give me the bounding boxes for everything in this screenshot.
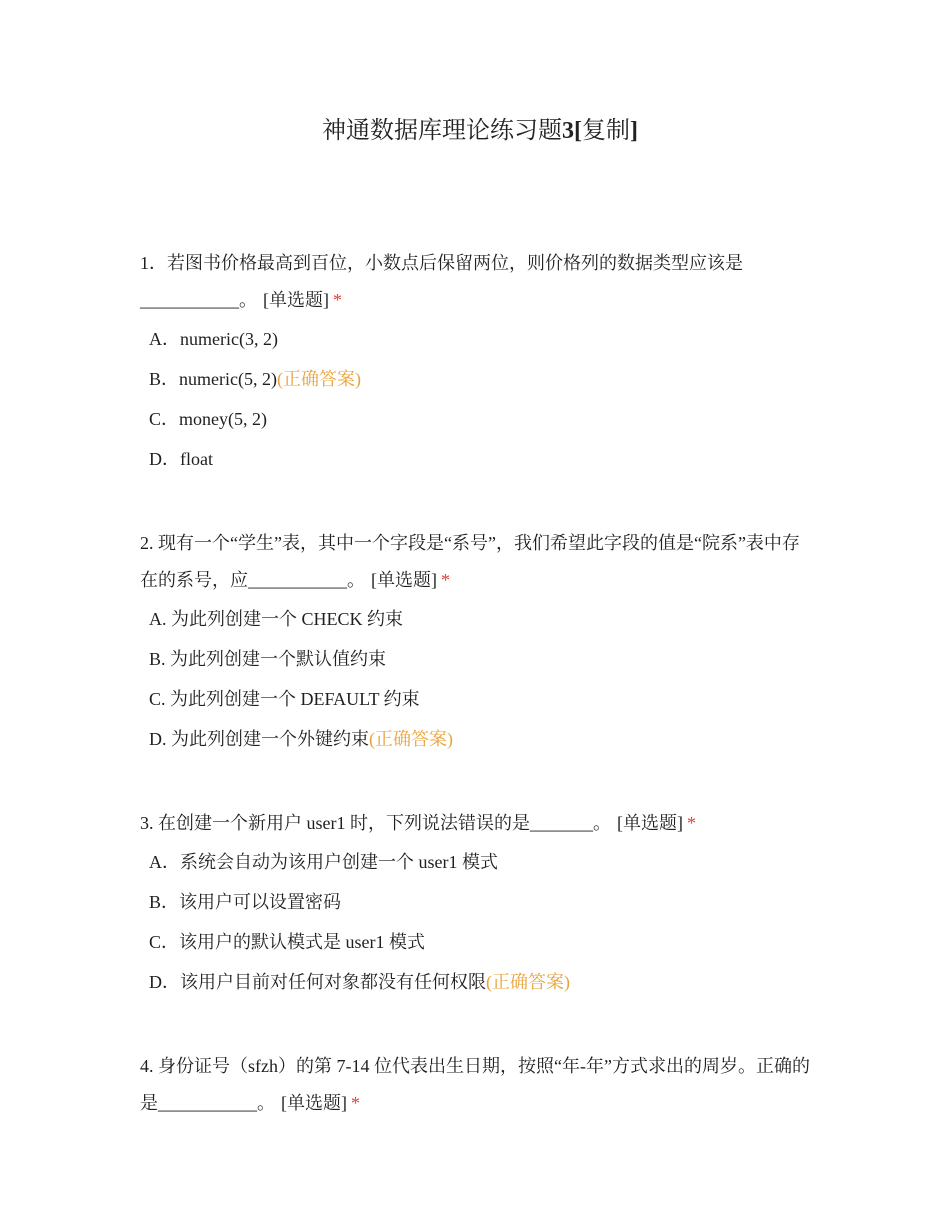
option-text: B．numeric(5, 2)	[149, 369, 277, 389]
question-type-tag: [单选题]	[281, 1093, 347, 1113]
question-type-tag: [单选题]	[263, 290, 329, 310]
option-b	[149, 891, 810, 931]
option-a	[149, 608, 810, 648]
option-list	[140, 328, 810, 488]
option-text: B．该用户可以设置密码	[149, 892, 342, 912]
stem-text: 1．若图书价格最高到百位，小数点后保留两位，则价格列的数据类型应该是___________。	[140, 253, 743, 310]
option-a	[149, 851, 810, 891]
option-text: A．系统会自动为该用户创建一个 user1 模式	[149, 852, 498, 872]
question-stem	[140, 1048, 810, 1122]
option-text: D．该用户目前对任何对象都没有任何权限	[149, 972, 486, 992]
option-d	[149, 971, 810, 1011]
stem-text: 4. 身份证号（sfzh）的第 7-14 位代表出生日期，按照“年-年”方式求出的周岁。正确的是___________。	[140, 1056, 810, 1113]
stem-text: 2. 现有一个“学生”表，其中一个字段是“系号”，我们希望此字段的值是“院系”表中存在的系号，应___________。	[140, 533, 800, 590]
option-list	[140, 608, 810, 768]
question-2	[140, 525, 810, 768]
option-text: C．money(5, 2)	[149, 409, 267, 429]
option-text: C．该用户的默认模式是 user1 模式	[149, 932, 425, 952]
question-stem	[140, 805, 810, 842]
question-4	[140, 1048, 810, 1122]
option-c	[149, 931, 810, 971]
correct-answer-mark: (正确答案)	[486, 972, 570, 992]
option-b	[149, 648, 810, 688]
option-b	[149, 368, 810, 408]
stem-text: 3. 在创建一个新用户 user1 时，下列说法错误的是_______。	[140, 813, 611, 833]
title-number: 3[	[562, 118, 582, 144]
required-marker: *	[441, 570, 450, 590]
option-text: D. 为此列创建一个外键约束	[149, 729, 369, 749]
option-text: C. 为此列创建一个 DEFAULT 约束	[149, 689, 420, 709]
question-3	[140, 805, 810, 1011]
title-bracket: ]	[630, 118, 638, 144]
question-type-tag: [单选题]	[617, 813, 683, 833]
option-list	[140, 851, 810, 1011]
question-1	[140, 245, 810, 488]
option-c	[149, 688, 810, 728]
document-title	[0, 110, 950, 145]
required-marker: *	[687, 813, 696, 833]
option-a	[149, 328, 810, 368]
option-d	[149, 448, 810, 488]
correct-answer-mark: (正确答案)	[369, 729, 453, 749]
required-marker: *	[351, 1093, 360, 1113]
option-text: D．float	[149, 449, 213, 469]
title-copy-label: 复制	[582, 118, 630, 144]
option-d	[149, 728, 810, 768]
option-text: A．numeric(3, 2)	[149, 329, 278, 349]
required-marker: *	[333, 290, 342, 310]
title-text: 神通数据库理论练习题	[322, 118, 562, 144]
question-stem	[140, 525, 810, 599]
question-type-tag: [单选题]	[371, 570, 437, 590]
correct-answer-mark: (正确答案)	[276, 369, 361, 389]
option-c	[149, 408, 810, 448]
option-text: B. 为此列创建一个默认值约束	[149, 649, 387, 669]
question-stem	[140, 245, 810, 319]
option-text: A. 为此列创建一个 CHECK 约束	[149, 609, 404, 629]
